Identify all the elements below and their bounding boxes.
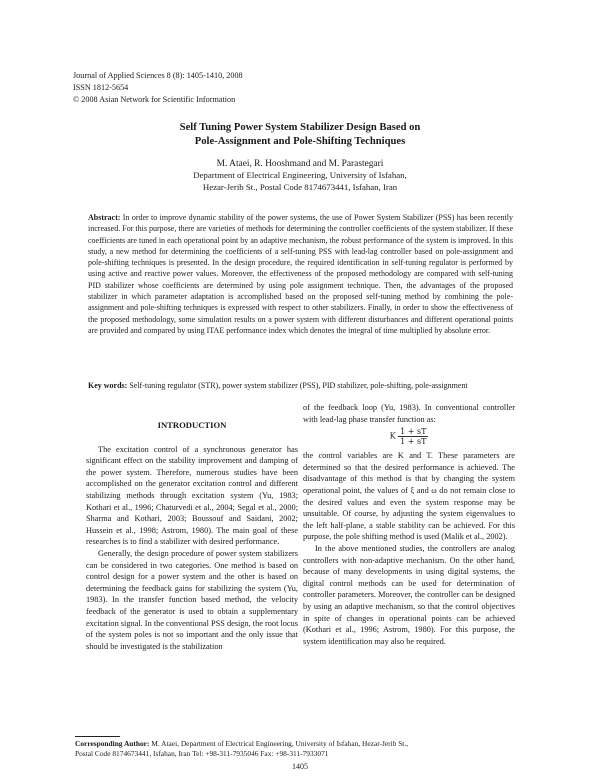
journal-header <box>73 70 243 106</box>
footnote-line-2: Postal Code 8174673441, Isfahan, Iran Tel: +98-311-7935046 Fax: +98-311-7933071 <box>75 749 329 758</box>
formula-gain: K <box>389 431 396 441</box>
journal-issn: ISSN 1812-5654 <box>73 83 129 92</box>
abstract-label: Abstract: <box>88 213 121 222</box>
author-list: M. Ataei, R. Hooshmand and M. Parastegari <box>216 159 384 169</box>
journal-citation: Journal of Applied Sciences 8 (8): 1405-1410, 2008 <box>73 71 243 80</box>
page-number: 1405 <box>292 762 308 771</box>
intro-paragraph-4: the control variables are K and T. These parameters are determined so that the desired performance is achieved. The disadvantage of this method is that by changing the system operational point, the values of ξ and ω do not remain close to the desired values and even the system response may be unsuitable. Of course, by adjusting the system eigenvalues to the left half-plane, a stable stability can be achieved. For this purpose, the pole shifting method is used (Malik et al., 2002). <box>303 451 515 542</box>
keywords-label: Key words: <box>88 381 128 390</box>
affiliation-line-1: Department of Electrical Engineering, University of Isfahan, <box>193 170 407 180</box>
formula-numerator: 1 + sT <box>400 427 427 437</box>
intro-paragraph-5: In the above mentioned studies, the controllers are analog controllers with non-adaptive mechanism. On the other hand, because of many developments in using digital systems, the digital control methods can be used for determination of controller parameters. Moreover, the controller can be designed by using an adaptive mechanism, so that the control objectives in spite of changes in operational points can be achieved (Kothari et al., 1996; Astrom, 1980). For this purpose, the system identification may also be required. <box>303 543 515 646</box>
footnote-line-1: M. Ataei, Department of Electrical Engineering, University of Isfahan, Hezar-Jerib St., <box>151 739 409 748</box>
journal-copyright: © 2008 Asian Network for Scientific Information <box>73 95 236 104</box>
corresponding-author-footnote <box>75 739 525 759</box>
keywords-text: Self-tuning regulator (STR), power system stabilizer (PSS), PID stabilizer, pole-shifting, pole-assignment <box>129 381 468 390</box>
right-column <box>303 402 515 647</box>
paper-title <box>60 121 540 149</box>
abstract <box>88 212 513 336</box>
intro-paragraph-2: Generally, the design procedure of power system stabilizers can be considered in two categories. One method is based on control design for a power system and the other is based on determining the feedback gains for stabilizing the system (Yu, 1983). In the transfer function based method, the velocity feedback of the generator is used to obtain a supplementary excitation signal. In the conventional PSS design, the root locus of the system poles is not so important and the only issue that should be investigated is the stabilization <box>86 548 298 651</box>
title-line-1: Self Tuning Power System Stabilizer Design Based on <box>179 122 421 133</box>
left-column <box>86 402 298 652</box>
formula-denominator: 1 + sT <box>400 437 427 447</box>
abstract-text: In order to improve dynamic stability of the power systems, the use of Power System Stabilizer (PSS) has been recently increased. For this purpose, there are varieties of methods for determining the controller coefficients of the system stabilizer. If these coefficients are tuned in each operational point by an adaptive mechanism, the robust performance of the system is improved. In this study, a new method for determining the coefficients of a self-tuning PSS with lead-lag controller based on pole-assignment and pole-shifting techniques is presented. In the design procedure, the required identification in self-tuning regulator is performed by using active and reactive power values. Moreover, the effectiveness of the proposed methodology are compared with self-tuning PID stabilizer whose coefficients are determined by using pole assignment technique. Then, the advantages of the proposed stabilizer in which parameter adaptation is accomplished based on the proposed self-tuning method by combining the pole-assignment and pole-shifting techniques is expressed with respect to other stabilizers. Finally, in order to show the effectiveness of the proposed methodology, some simulation results on a power system with different disturbances and different operational points are provided and compared by using ITAE performance index which denotes the integral of time multiplied by absolute error. <box>88 213 513 335</box>
affiliation-line-2: Hezar-Jerib St., Postal Code 8174673441, Isfahan, Iran <box>202 181 398 192</box>
affiliation <box>60 170 540 193</box>
footnote-divider <box>75 736 120 737</box>
intro-paragraph-1: The excitation control of a synchronous generator has significant effect on the stability improvement and damping of the power system. Therefore, numerous studies have been accomplished on the generator excitation control and different stabilizing methods through excitation system (Yu, 1983; Kothari et al., 1996; Chaturvedi et al., 2004; Segal et al., 2000; Sharma and Kothari, 2003; Boussouf and Saidani, 2002; Hussein et al., 1998; Astrom, 1980). The main goal of these researches is to find a stabilizer with desired performance. <box>86 444 298 547</box>
introduction-heading: INTRODUCTION <box>157 420 227 430</box>
title-line-2: Pole-Assignment and Pole-Shifting Techniques <box>194 136 406 147</box>
transfer-function-formula <box>303 427 515 446</box>
formula-fraction <box>398 427 428 446</box>
footnote-label: Corresponding Author: <box>75 739 150 748</box>
keywords <box>88 380 513 391</box>
intro-paragraph-3: of the feedback loop (Yu, 1983). In conventional controller with lead-lag phase transfer function as: <box>303 403 515 424</box>
